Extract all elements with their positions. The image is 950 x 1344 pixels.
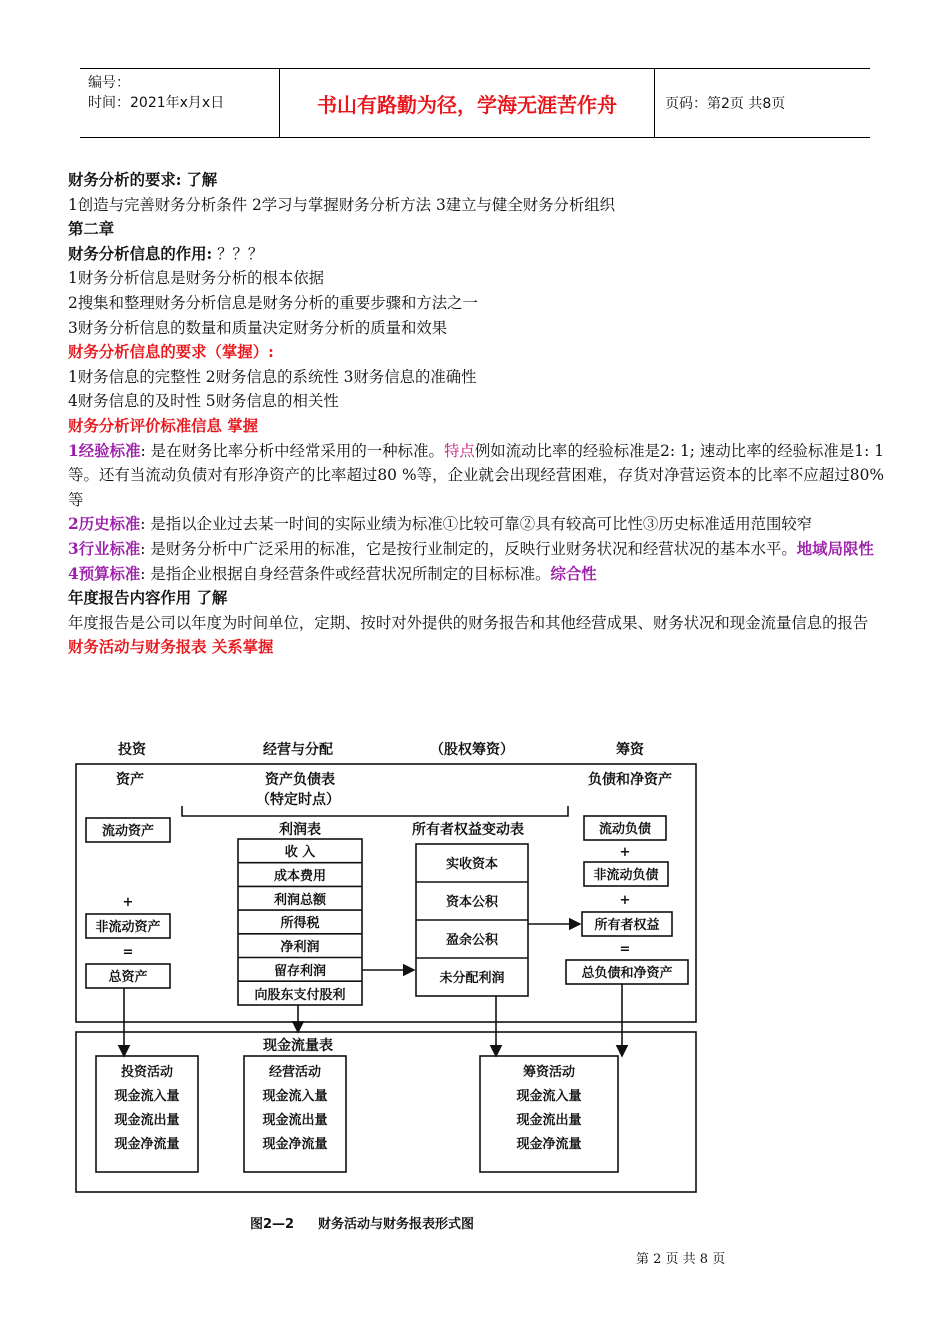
- info-role-item: 3财务分析信息的数量和质量决定财务分析的质量和效果: [68, 318, 448, 337]
- label-invest: 投资: [118, 742, 146, 758]
- info-role-heading: [68, 242, 884, 267]
- cf-operate-title: 经营活动: [268, 1065, 322, 1080]
- info-req-line: 1财务信息的完整性 2财务信息的系统性 3财务信息的准确性: [68, 367, 477, 386]
- requirements-level: 了解: [186, 171, 218, 189]
- standard-industry: [68, 537, 884, 562]
- standard-tag: 地域局限性: [796, 539, 874, 558]
- equity-item: 实收资本: [445, 857, 499, 872]
- income-item: 向股东支付股利: [254, 988, 346, 1003]
- current-liabilities: 流动负债: [598, 822, 652, 837]
- cashflow-title: 现金流量表: [263, 1038, 333, 1054]
- cf-line: 现金流入量: [262, 1089, 328, 1104]
- income-item: 净利润: [280, 940, 320, 955]
- standard-label: 4预算标准: [68, 564, 141, 583]
- cf-line: 现金净流量: [114, 1137, 180, 1152]
- figure-number: 图2—2: [250, 1217, 295, 1232]
- info-req-line: 4财务信息的及时性 5财务信息的相关性: [68, 392, 339, 411]
- cf-line: 现金流出量: [516, 1113, 582, 1128]
- liabilities-header: 负债和净资产: [588, 772, 672, 788]
- cf-line: 现金净流量: [516, 1137, 582, 1152]
- cf-line: 现金流出量: [114, 1113, 180, 1128]
- requirements-title: 财务分析的要求:: [68, 171, 182, 189]
- annual-report-title: 年度报告内容作用 了解: [68, 589, 228, 608]
- total-liab-equity: 总负债和净资产: [581, 966, 673, 981]
- standard-highlight: 特点: [443, 441, 475, 460]
- cf-invest-title: 投资活动: [120, 1065, 174, 1080]
- page-footer: 第 2 页 共 8 页: [636, 1252, 726, 1267]
- header-page-label: 页码：第2页 共8页: [665, 96, 786, 112]
- requirements-heading: [68, 168, 884, 193]
- cf-line: 现金净流量: [262, 1137, 328, 1152]
- standard-budget: [68, 562, 884, 587]
- info-role-title: 财务分析信息的作用:: [68, 244, 213, 263]
- info-role-marks: ？？？: [217, 244, 264, 263]
- eval-standards-title: 财务分析评价标准信息 掌握: [68, 416, 259, 435]
- standard-label: 1经验标准: [68, 441, 141, 460]
- income-item: 所得税: [280, 916, 320, 931]
- standard-label: 3行业标准: [68, 539, 141, 558]
- standard-tag: 综合性: [550, 564, 597, 583]
- standard-text: : 是指以企业过去某一时间的实际业绩为标准①比较可靠②具有较高可比性③历史标准适用范围较窄: [140, 515, 813, 534]
- balance-subtitle: （特定时点）: [256, 792, 340, 808]
- relation-title: 财务活动与财务报表 关系掌握: [68, 638, 274, 657]
- equals-sign: =: [619, 942, 631, 957]
- cf-line: 现金流出量: [262, 1113, 328, 1128]
- standard-historical: [68, 512, 884, 537]
- cf-line: 现金流入量: [516, 1089, 582, 1104]
- standard-label: 2历史标准: [68, 515, 141, 534]
- standard-text: 例如流动比率的经验标准是2: 1; 速动比率的经验标准是1: 1等。还有当流动负债对有形净资产的比率超过80 %等，企业就会出现经营困难，存货对净营运资本的比率不应超过80%等: [68, 441, 884, 509]
- owners-equity: 所有者权益: [594, 918, 660, 933]
- header-meta: [80, 69, 280, 137]
- noncurrent-liabilities: 非流动负债: [593, 868, 659, 883]
- income-item: 留存利润: [273, 964, 327, 979]
- equity-item: 未分配利润: [439, 971, 505, 986]
- income-title: 利润表: [279, 822, 321, 838]
- info-role-item: 2搜集和整理财务分析信息是财务分析的重要步骤和方法之一: [68, 293, 478, 312]
- page-header: [80, 68, 870, 138]
- label-finance: 筹资: [616, 742, 644, 758]
- standard-text: : 是财务分析中广泛采用的标准，它是按行业制定的，反映行业财务状况和经营状况的基本水平。: [140, 539, 797, 558]
- date-label: 时间：2021年x月x日: [88, 95, 225, 111]
- financial-statements-diagram: [68, 738, 718, 1238]
- number-label: 编号：: [88, 75, 130, 91]
- equity-title: 所有者权益变动表: [412, 822, 524, 838]
- chapter-title: 第二章: [68, 220, 115, 239]
- assets-header: 资产: [116, 772, 144, 788]
- plus-sign: +: [122, 895, 134, 910]
- inner-frame: [182, 806, 568, 816]
- noncurrent-assets: 非流动资产: [95, 920, 161, 935]
- standard-experience: [68, 439, 884, 513]
- plus-sign: +: [619, 893, 631, 908]
- document-body: [68, 168, 884, 660]
- header-motto: 书山有路勤为径，学海无涯苦作舟: [280, 69, 655, 137]
- cf-line: 现金流入量: [114, 1089, 180, 1104]
- info-role-item: 1财务分析信息是财务分析的根本依据: [68, 269, 325, 288]
- standard-text: : 是在财务比率分析中经常采用的一种标准。: [140, 441, 444, 460]
- cf-finance-title: 筹资活动: [522, 1065, 576, 1080]
- equals-sign: =: [122, 945, 134, 960]
- label-equity-finance: （股权筹资）: [430, 742, 514, 758]
- standard-text: : 是指企业根据自身经营条件或经营状况所制定的目标标准。: [140, 564, 551, 583]
- requirements-text: 1创造与完善财务分析条件 2学习与掌握财务分析方法 3建立与健全财务分析组织: [68, 195, 616, 214]
- info-req-title: 财务分析信息的要求（掌握）:: [68, 343, 274, 362]
- current-assets: 流动资产: [101, 824, 155, 839]
- income-item: 收 入: [284, 845, 316, 860]
- figure-caption: 财务活动与财务报表形式图: [318, 1217, 475, 1232]
- equity-item: 盈余公积: [445, 933, 499, 948]
- equity-item: 资本公积: [445, 895, 499, 910]
- plus-sign: +: [619, 845, 631, 860]
- income-item: 利润总额: [273, 893, 327, 908]
- annual-report-text: 年度报告是公司以年度为时间单位，定期、按时对外提供的财务报告和其他经营成果、财务状况和现金流量信息的报告: [68, 613, 869, 632]
- balance-title: 资产负债表: [265, 772, 335, 788]
- label-operate: 经营与分配: [263, 742, 333, 758]
- total-assets: 总资产: [108, 970, 148, 985]
- income-item: 成本费用: [273, 869, 327, 884]
